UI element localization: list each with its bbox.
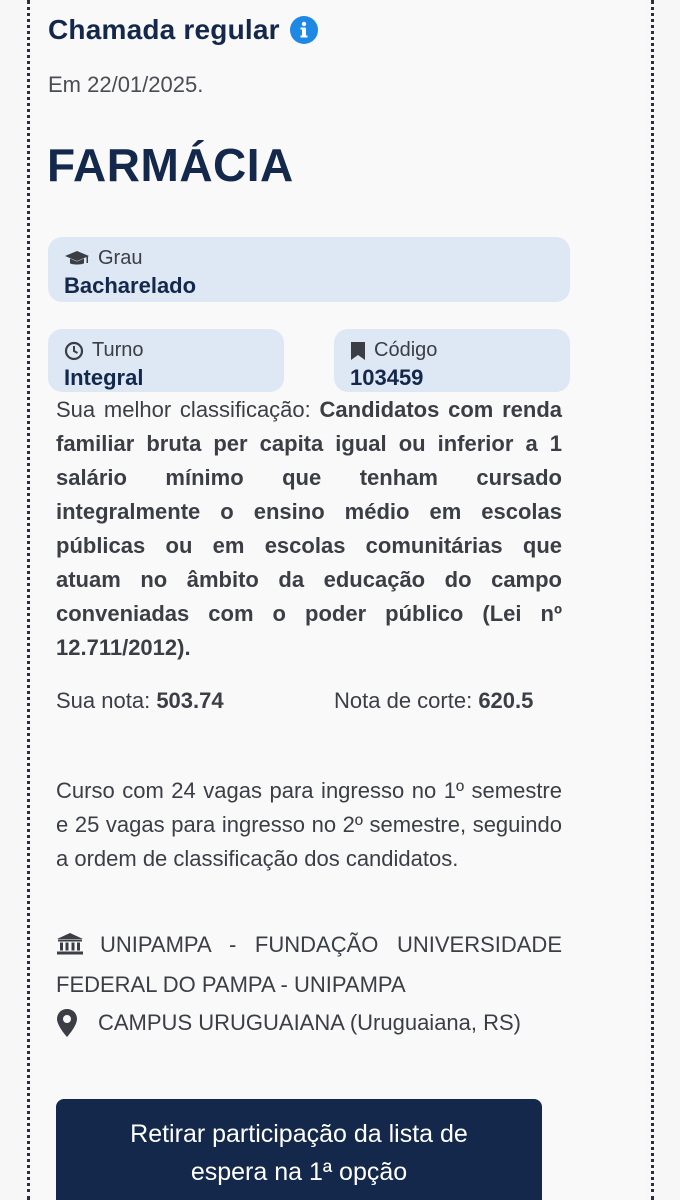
withdraw-waitlist-button[interactable] bbox=[56, 1099, 542, 1200]
cutoff-label: Nota de corte: bbox=[334, 688, 479, 713]
grau-pill bbox=[48, 237, 570, 302]
vacancies-info: Curso com 24 vagas para ingresso no 1º semestre e 25 vagas para ingresso no 2º semestre, seguindo a ordem de classificação dos candidatos. bbox=[56, 778, 562, 871]
score-value: 503.74 bbox=[156, 688, 224, 713]
graduation-cap-icon bbox=[64, 249, 90, 269]
turno-value: Integral bbox=[64, 365, 144, 390]
map-pin-icon bbox=[56, 1008, 78, 1038]
grau-label-row bbox=[64, 247, 142, 270]
institution-icon bbox=[56, 932, 84, 956]
bookmark-icon bbox=[350, 341, 366, 361]
course-name: FARMÁCIA bbox=[47, 139, 294, 191]
turno-pill bbox=[48, 329, 284, 392]
codigo-pill bbox=[334, 329, 570, 392]
turno-label: Turno bbox=[92, 339, 144, 361]
codigo-value: 103459 bbox=[350, 365, 424, 390]
score-label: Sua nota: bbox=[56, 688, 157, 713]
grau-label: Grau bbox=[98, 247, 143, 269]
right-dotted-border bbox=[651, 0, 654, 1200]
withdraw-button-line1: Retirar participação da lista de bbox=[130, 1120, 468, 1148]
grau-value: Bacharelado bbox=[64, 273, 197, 298]
best-classification bbox=[56, 393, 562, 665]
cutoff-score bbox=[334, 688, 533, 714]
cutoff-value: 620.5 bbox=[478, 688, 534, 713]
classification-prefix: Sua melhor classificação: bbox=[56, 397, 320, 422]
section-title: Chamada regular bbox=[48, 14, 280, 45]
info-icon[interactable] bbox=[290, 16, 318, 44]
turno-label-row bbox=[64, 339, 144, 362]
header-row bbox=[48, 14, 318, 46]
institution-name: UNIPAMPA - FUNDAÇÃO UNIVERSIDADE FEDERAL DO PAMPA - UNIPAMPA bbox=[56, 932, 562, 997]
codigo-label: Código bbox=[374, 339, 438, 361]
codigo-label-row bbox=[350, 339, 437, 362]
call-date: Em 22/01/2025. bbox=[48, 72, 204, 97]
campus-name: CAMPUS URUGUAIANA (Uruguaiana, RS) bbox=[98, 1010, 522, 1035]
clock-icon bbox=[64, 341, 84, 361]
left-dotted-border bbox=[27, 0, 30, 1200]
campus-row bbox=[56, 1008, 521, 1038]
classification-text: Candidatos com renda familiar bruta per capita igual ou inferior a 1 salário mínimo que tenham cursado integralmente o ensino médio em escolas públicas ou em escolas comunitárias que atuam no âmbito da educação do campo conveniadas com o poder público (Lei nº 12.711/2012). bbox=[56, 397, 562, 660]
institution-row bbox=[56, 925, 562, 1005]
your-score bbox=[56, 688, 224, 714]
withdraw-button-line2: espera na 1ª opção bbox=[190, 1158, 408, 1186]
